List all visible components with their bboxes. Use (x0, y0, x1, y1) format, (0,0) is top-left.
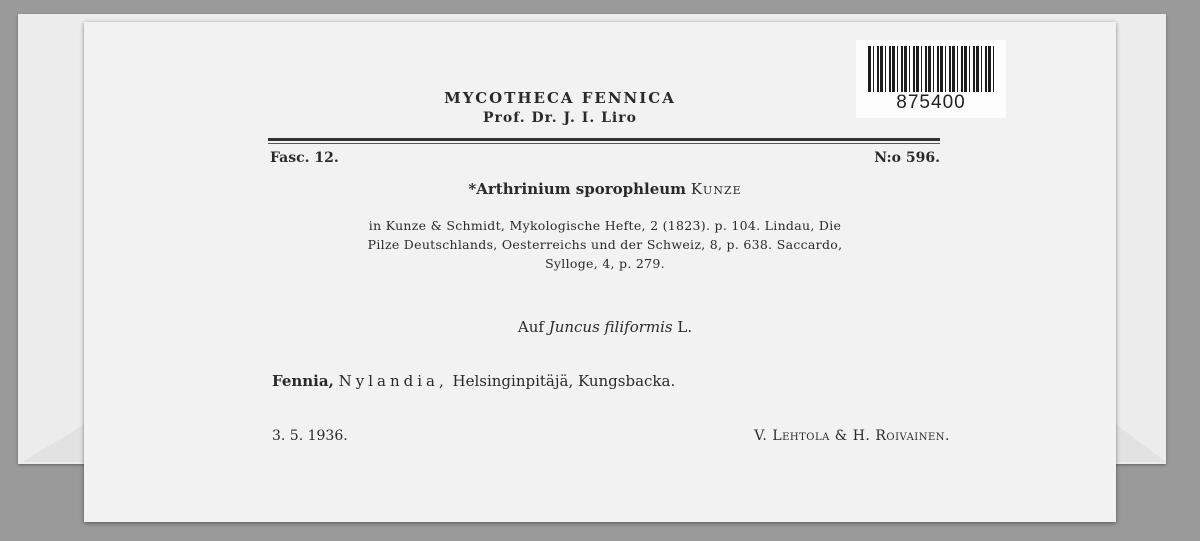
collection-date: 3. 5. 1936. (272, 428, 348, 444)
header-rule-thin (268, 143, 940, 144)
locality-place: Helsinginpitäjä, Kungsbacka. (452, 372, 676, 390)
locality-line (272, 372, 942, 390)
barcode-bars (868, 46, 994, 92)
reference-line: Pilze Deutschlands, Oesterreichs und der Schweiz, 8, p. 638. Saccardo, (367, 237, 843, 252)
species-line (270, 180, 940, 198)
species-author: Kunze (690, 180, 742, 198)
envelope-flap-right (1110, 420, 1166, 462)
collection-editor: Prof. Dr. J. I. Liro (483, 110, 637, 126)
label-header (300, 88, 820, 128)
header-rule (268, 138, 940, 141)
barcode (856, 40, 1006, 118)
literature-references (270, 216, 940, 273)
host-prefix: Auf (517, 318, 544, 336)
host-line (270, 318, 940, 336)
host-suffix: L. (677, 318, 693, 336)
envelope-flap-left (22, 420, 92, 462)
locality-province: Nylandia, (338, 372, 448, 390)
species-name: *Arthrinium sporophleum (468, 180, 687, 198)
barcode-number: 875400 (896, 92, 966, 113)
reference-line: Sylloge, 4, p. 279. (545, 256, 665, 271)
specimen-number: N:o 596. (874, 150, 940, 166)
reference-line: in Kunze & Schmidt, Mykologische Hefte, 2 (1823). p. 104. Lindau, Die (368, 218, 842, 233)
locality-country: Fennia, (272, 372, 334, 390)
collection-title: MYCOTHECA FENNICA (444, 89, 676, 107)
host-latin-name: Juncus filiformis (548, 318, 673, 336)
fascicle-number: Fasc. 12. (270, 150, 339, 166)
collectors: V. Lehtola & H. Roivainen. (754, 428, 950, 444)
